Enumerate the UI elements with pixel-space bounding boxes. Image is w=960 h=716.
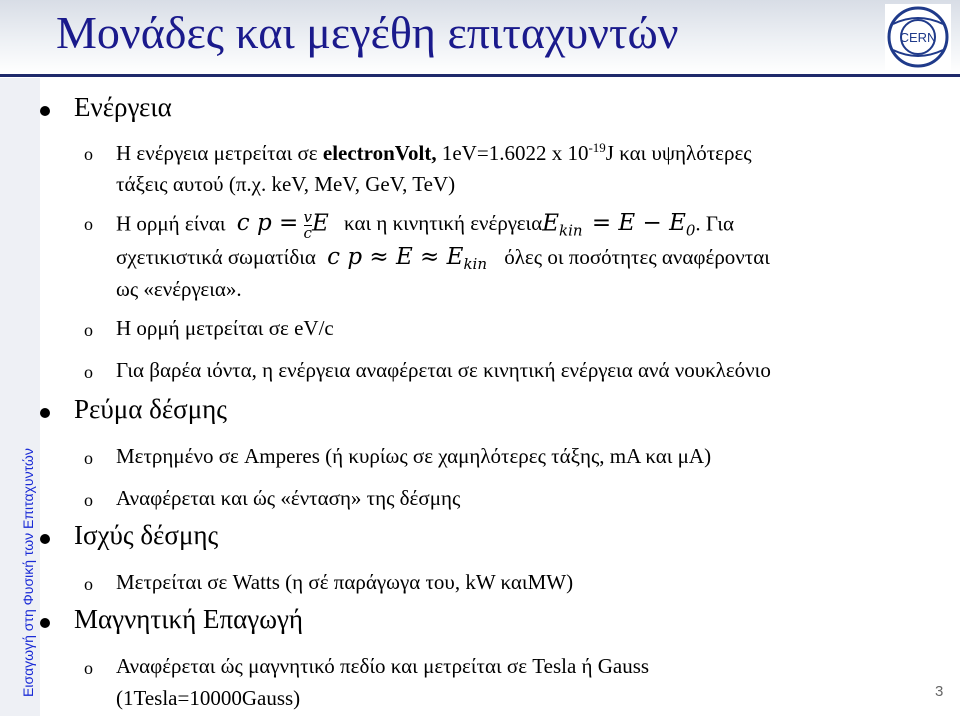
bullet-dot (40, 106, 50, 116)
energy-item-3: Η ορμή μετρείται σε eV/c (116, 316, 334, 340)
sub-bullet: o (84, 658, 93, 678)
sub-bullet: o (84, 574, 93, 594)
power-item-1: Μετρείται σε Watts (η σέ παράγωγα του, kW καιMW) (116, 570, 574, 594)
slide-title: Μονάδες και μεγέθη επιταχυντών (56, 7, 679, 58)
energy-item-2-line-1: Η ορμή είναι c p = $\frac{v}{c}$ E και η κινητική $\varepsilon\nu έ\rho\gamma\varepsilon\iota\alpha E_{kin} = E - E_0$. Για (116, 208, 734, 242)
sidebar-course-title: Εισαγωγή στη Φυσική των Επιταχυντών (20, 448, 36, 697)
sub-bullet: o (84, 490, 93, 510)
cern-logo-text: CERN (899, 30, 937, 45)
sub-bullet: o (84, 214, 93, 234)
energy-item-4: Για βαρέα ιόντα, η ενέργεια αναφέρεται σε κινητική ενέργεια ανά νουκλεόνιο (116, 358, 771, 382)
cern-logo (885, 4, 951, 70)
bullet-dot (40, 408, 50, 418)
sub-bullet: o (84, 144, 93, 164)
current-item-1: Μετρημένο σε Amperes (ή κυρίως σε χαμηλότερες τάξης, mA και μA) (116, 444, 712, 468)
sub-bullet: o (84, 448, 93, 468)
header-divider (0, 74, 960, 77)
bullet-dot (40, 618, 50, 628)
magnetic-item-1-line-2: (1Tesla=10000Gauss) (116, 686, 301, 710)
section-heading-energy: Ενέργεια (74, 92, 172, 122)
page-number: 3 (935, 683, 944, 700)
slide-content (40, 78, 960, 716)
section-heading-beam-power: Ισχύς δέσμης (74, 520, 219, 550)
energy-item-2-line-3: ως «ενέργεια». (116, 277, 242, 301)
energy-item-1-line-2: τάξεις αυτού (π.χ. keV, MeV, GeV, TeV) (116, 172, 456, 196)
sub-bullet: o (84, 320, 93, 340)
section-heading-beam-current: Ρεύμα δέσμης (74, 394, 227, 424)
energy-item-1-line-1: Η ενέργεια μετρείται σε electronVolt, 1eV=1.6022 x $10^{-19}J$ και υψηλότερες (116, 140, 752, 165)
current-item-2: Αναφέρεται και ώς «ένταση» της δέσμης (116, 486, 461, 510)
magnetic-item-1-line-1: Αναφέρεται ώς μαγνητικό πεδίο και μετρείται σε Tesla ή Gauss (116, 654, 650, 678)
sub-bullet: o (84, 362, 93, 382)
energy-item-2-line-2: σχετικιστικά σωματίδια c $p \approx E \approx E_{kin}$ όλες οι ποσότητες αναφέρονται (116, 244, 770, 274)
section-heading-magnetic-induction: Μαγνητική Επαγωγή (74, 604, 304, 634)
bullet-dot (40, 534, 50, 544)
